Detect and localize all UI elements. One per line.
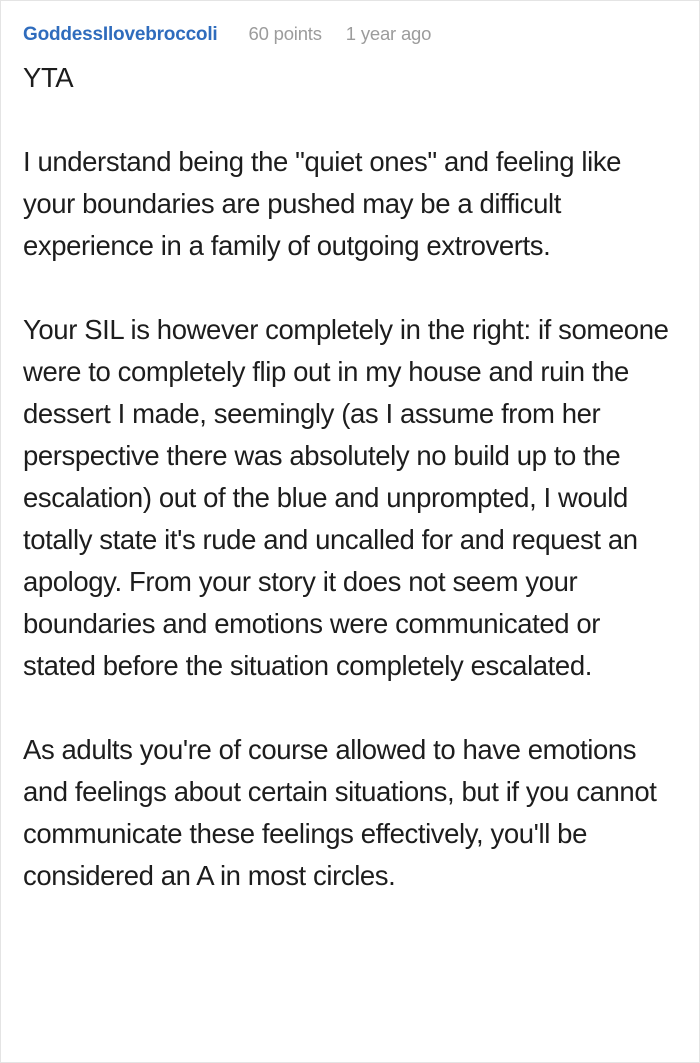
points-count: 60 points [248, 23, 322, 44]
comment-verdict: YTA [23, 62, 74, 93]
comment-timestamp: 1 year ago [345, 23, 432, 44]
comment-paragraph: As adults you're of course allowed to have emotions and feelings about certain situations, but if you cannot communicate these feelings effectively, you'll be considered an A in most circles. [23, 734, 657, 891]
username-link[interactable]: GoddessIlovebroccoli [23, 24, 218, 45]
comment-paragraph: I understand being the "quiet ones" and feeling like your boundaries are pushed may be a difficult experience in a family of outgoing extroverts. [23, 146, 622, 261]
comment-header [23, 23, 671, 46]
comment-paragraph: Your SIL is however completely in the right: if someone were to completely flip out in my house and ruin the dessert I made, seemingly (as I assume from her perspective there was absolutely no build up to the escalation) out of the blue and unprompted, I would totally state it's rude and uncalled for and request an apology. From your story it does not seem your boundaries and emotions were communicated or stated before the situation completely escalated. [23, 314, 669, 681]
comment-body [23, 57, 671, 897]
